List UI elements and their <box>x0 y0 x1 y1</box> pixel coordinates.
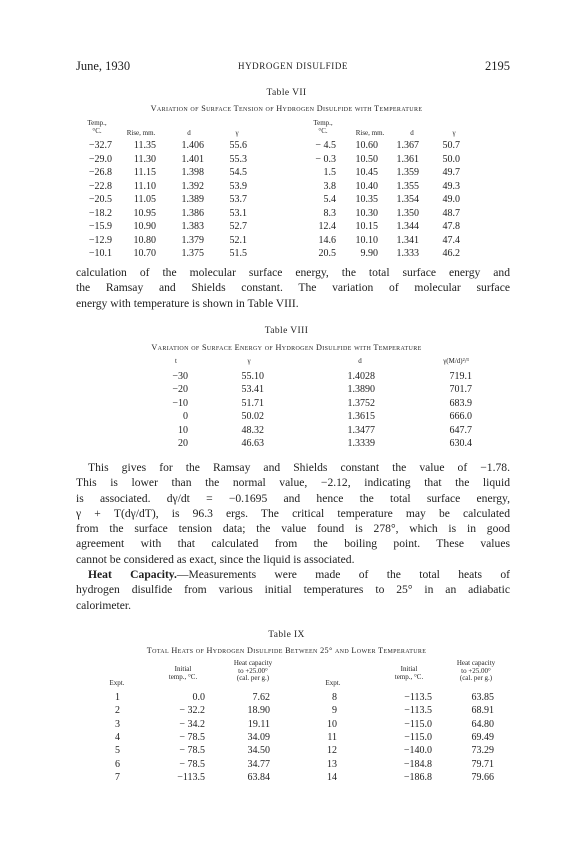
table9-cell: 34.50 <box>247 745 270 757</box>
table9-cell: 34.77 <box>247 758 270 770</box>
table7-column-header: Rise, mm. <box>126 129 156 137</box>
table9-cell: 10 <box>327 718 337 730</box>
table7-cell: 10.70 <box>133 248 156 259</box>
table9-cell: −115.0 <box>404 718 432 730</box>
table8-cell: 51.71 <box>241 397 264 409</box>
table8-cell: 46.63 <box>241 438 264 449</box>
table7-cell: 52.7 <box>229 221 247 232</box>
table8-cell: 719.1 <box>449 371 472 382</box>
paragraph-3-text: —Measurements were made of the total heats of <box>176 568 511 581</box>
table7-cell: 1.333 <box>396 248 419 259</box>
table7-cell: 49.3 <box>442 180 460 192</box>
table9-cell: 1 <box>115 692 120 703</box>
table8-cell: 20 <box>178 438 188 449</box>
table7-cell: 46.2 <box>442 248 460 259</box>
paragraph-2-line: agreement with that calculated from the boiling point. These values <box>76 537 510 551</box>
table9-cell: 12 <box>327 745 337 757</box>
table7-cell: 11.30 <box>133 153 156 165</box>
table8-cell: 1.3890 <box>347 384 375 396</box>
table7-column-header: Rise, mm. <box>355 129 385 137</box>
table9-cell: 4 <box>115 731 120 743</box>
table9-cell: 79.71 <box>471 758 494 770</box>
table7-cell: −12.9 <box>88 234 112 246</box>
table8-cell: 630.4 <box>449 438 472 449</box>
table8-cell: −10 <box>172 397 188 409</box>
table9-cell: −113.5 <box>404 705 432 717</box>
table7-cell: 11.10 <box>133 180 156 192</box>
table8-cell: 683.9 <box>449 397 472 409</box>
table7-column-header: γ <box>235 129 239 137</box>
table7 <box>0 118 573 268</box>
table9-cell: −140.0 <box>403 745 432 757</box>
table9 <box>0 660 573 810</box>
table7-cell: 1.392 <box>181 180 204 192</box>
table7-cell: 5.4 <box>323 194 336 205</box>
table7-cell: −18.2 <box>88 207 112 219</box>
table9-cell: 13 <box>327 758 337 770</box>
table9-cell: − 34.2 <box>179 718 205 730</box>
running-head <box>76 59 510 75</box>
table9-cell: 7.62 <box>252 692 270 703</box>
table8-column-header: γ(M/d)²/³ <box>443 357 469 365</box>
table9-cell: 63.85 <box>471 692 494 703</box>
table7-cell: −32.7 <box>88 140 112 151</box>
table7-cell: 50.0 <box>442 153 460 165</box>
table8-cell: 48.32 <box>241 424 264 436</box>
table9-cell: 9 <box>332 705 337 717</box>
table7-cell: 1.401 <box>181 153 204 165</box>
table8-cell: 647.7 <box>449 424 472 436</box>
table9-cell: − 78.5 <box>179 731 205 743</box>
table9-cell: 7 <box>115 771 120 783</box>
paragraph-2-line: This gives for the Ramsay and Shields constant the value of −1.78. <box>88 461 510 474</box>
running-head-date: June, 1930 <box>76 59 131 73</box>
table9-cell: 2 <box>115 705 120 717</box>
paragraph-3-line: hydrogen disulfide from various initial temperatures to 25° in an adiabatic <box>76 583 510 597</box>
table7-cell: 1.389 <box>181 194 204 205</box>
paragraph-3 <box>76 567 510 613</box>
table9-cell: −186.8 <box>403 771 432 783</box>
table9-cell: 0.0 <box>192 692 205 703</box>
table8 <box>0 356 573 456</box>
table7-cell: 53.1 <box>229 207 247 219</box>
table9-column-header: Expt. <box>325 679 341 687</box>
table7-cell: 14.6 <box>318 234 336 246</box>
table7-cell: 1.383 <box>181 221 204 232</box>
table7-cell: 1.350 <box>396 207 419 219</box>
table9-cell: − 78.5 <box>179 758 205 770</box>
table7-cell: 11.35 <box>133 140 156 151</box>
table7-cell: 1.359 <box>396 167 419 178</box>
table8-cell: 1.3477 <box>347 424 375 436</box>
table7-cell: 1.406 <box>181 140 204 151</box>
table9-cell: − 78.5 <box>179 745 205 757</box>
table7-cell: 49.0 <box>442 194 460 205</box>
table7-cell: 11.05 <box>133 194 156 205</box>
table7-cell: 1.355 <box>396 180 419 192</box>
table9-cell: 79.66 <box>471 771 494 783</box>
table8-caption: Variation of Surface Energy of Hydrogen Disulfide with Temperature <box>151 343 422 352</box>
table7-cell: 10.90 <box>133 221 156 232</box>
table7-caption: Variation of Surface Tension of Hydrogen Disulfide with Temperature <box>150 104 423 113</box>
table8-cell: 1.3752 <box>347 397 375 409</box>
paragraph-2 <box>76 460 510 567</box>
table8-cell: −30 <box>172 371 188 382</box>
table9-caption: Total Heats of Hydrogen Disulfide Between 25° and Lower Temperature <box>146 646 427 655</box>
table7-cell: 54.5 <box>229 167 247 178</box>
table8-cell: 50.02 <box>241 411 264 423</box>
table8-cell: 1.3339 <box>347 438 375 449</box>
table7-cell: 10.45 <box>355 167 378 178</box>
table7-cell: 47.4 <box>442 234 460 246</box>
table9-cell: 64.80 <box>471 718 494 730</box>
table9-cell: 34.09 <box>247 731 270 743</box>
table7-cell: 51.5 <box>229 248 247 259</box>
table8-cell: 1.4028 <box>347 371 375 382</box>
table7-cell: 1.375 <box>181 248 204 259</box>
table9-cell: 69.49 <box>471 731 494 743</box>
table7-cell: 10.95 <box>133 207 156 219</box>
table8-cell: 55.10 <box>241 371 264 382</box>
table8-column-header: d <box>358 357 362 365</box>
table9-cell: 8 <box>332 692 337 703</box>
table8-column-header: γ <box>247 357 251 365</box>
table8-cell: 0 <box>183 411 188 423</box>
table9-cell: 18.90 <box>247 705 270 717</box>
table7-cell: 50.7 <box>442 140 460 151</box>
paragraph-1-line: the Ramsay and Shields constant. The variation of molecular surface <box>76 281 510 295</box>
paragraph-2-line: is associated. dγ/dt = −0.1695 and hence the total surface energy, <box>76 491 510 505</box>
table9-cell: −113.5 <box>177 771 205 783</box>
table7-cell: 1.5 <box>323 167 336 178</box>
table8-column-header: t <box>175 357 177 365</box>
page-number: 2195 <box>485 59 510 73</box>
table7-cell: 8.3 <box>323 207 336 219</box>
paragraph-2-line: γ + T(dγ/dT), is 96.3 ergs. The critical temperature may be calculated <box>76 506 510 520</box>
table9-title: Table IX <box>268 630 305 640</box>
table7-column-header: Temp., °C. <box>313 119 333 135</box>
table9-column-header: Expt. <box>109 679 125 687</box>
table7-cell: 1.379 <box>181 234 204 246</box>
table8-cell: 701.7 <box>449 384 472 396</box>
table7-cell: 10.10 <box>355 234 378 246</box>
table7-cell: 10.15 <box>355 221 378 232</box>
table8-cell: 53.41 <box>241 384 264 396</box>
table9-column-header: Initial temp., °C. <box>168 665 198 681</box>
table7-cell: −10.1 <box>88 248 112 259</box>
table9-cell: 5 <box>115 745 120 757</box>
table7-cell: 48.7 <box>442 207 460 219</box>
table7-cell: 1.367 <box>396 140 419 151</box>
paragraph-2-line: This is lower than the normal value, −2.12, indicating that the liquid <box>76 476 510 490</box>
table7-cell: 11.15 <box>133 167 156 178</box>
table8-title: Table VIII <box>264 326 309 336</box>
paragraph-2-line: from the surface tension data; the value found is 278°, which is in good <box>76 522 510 536</box>
table7-cell: −29.0 <box>88 153 112 165</box>
table7-cell: − 0.3 <box>315 153 336 165</box>
table7-column-header: d <box>410 129 414 137</box>
table7-cell: −15.9 <box>88 221 112 232</box>
table7-cell: −20.5 <box>88 194 112 205</box>
paragraph-3-line: calorimeter. <box>76 598 132 612</box>
table9-cell: 19.11 <box>247 718 270 730</box>
table7-cell: 12.4 <box>318 221 336 232</box>
table9-column-header: Initial temp., °C. <box>394 665 424 681</box>
table9-cell: 73.29 <box>471 745 494 757</box>
table7-cell: 47.8 <box>442 221 460 232</box>
table9-cell: −184.8 <box>403 758 432 770</box>
table7-cell: 10.40 <box>355 180 378 192</box>
table9-cell: − 32.2 <box>179 705 205 717</box>
table9-cell: 63.84 <box>247 771 270 783</box>
table8-cell: 666.0 <box>449 411 472 423</box>
table7-cell: 3.8 <box>323 180 336 192</box>
table7-cell: 1.341 <box>396 234 419 246</box>
table7-cell: 53.9 <box>229 180 247 192</box>
paragraph-2-line: cannot be considered as exact, since the liquid is associated. <box>76 552 355 566</box>
table9-column-header: Heat capacity to +25.00° (cal. per g.) <box>456 659 496 682</box>
table9-cell: −115.0 <box>404 731 432 743</box>
table7-cell: 55.6 <box>229 140 247 151</box>
table7-cell: 1.344 <box>396 221 419 232</box>
table9-column-header: Heat capacity to +25.00° (cal. per g.) <box>233 659 273 682</box>
table8-cell: −20 <box>172 384 188 396</box>
table9-cell: −113.5 <box>404 692 432 703</box>
table7-cell: 9.90 <box>360 248 378 259</box>
table7-cell: 53.7 <box>229 194 247 205</box>
running-head-title: HYDROGEN DISULFIDE <box>237 61 349 71</box>
table8-cell: 1.3615 <box>347 411 375 423</box>
table7-cell: 10.30 <box>355 207 378 219</box>
table9-cell: 6 <box>115 758 120 770</box>
paragraph-1-line: energy with temperature is shown in Table VIII. <box>76 296 299 310</box>
table8-cell: 10 <box>178 424 188 436</box>
table7-cell: 20.5 <box>318 248 336 259</box>
paragraph-3-line <box>76 567 510 582</box>
table7-column-header: d <box>187 129 191 137</box>
table7-cell: 10.60 <box>355 140 378 151</box>
table7-cell: 1.354 <box>396 194 419 205</box>
table7-cell: 1.398 <box>181 167 204 178</box>
table7-title: Table VII <box>266 88 307 98</box>
table7-cell: 52.1 <box>229 234 247 246</box>
table7-cell: 10.50 <box>355 153 378 165</box>
table7-cell: −22.8 <box>88 180 112 192</box>
table7-column-header: γ <box>452 129 456 137</box>
table7-column-header: Temp., °C. <box>87 119 107 135</box>
table7-cell: 10.80 <box>133 234 156 246</box>
paragraph-1 <box>76 265 510 311</box>
table7-cell: 10.35 <box>355 194 378 205</box>
heat-capacity-heading: Heat Capacity. <box>88 568 177 581</box>
table7-cell: − 4.5 <box>315 140 336 151</box>
table7-cell: 49.7 <box>442 167 460 178</box>
table9-cell: 3 <box>115 718 120 730</box>
paragraph-1-line: calculation of the molecular surface energy, the total surface energy and <box>76 266 510 279</box>
table7-cell: 55.3 <box>229 153 247 165</box>
table7-cell: −26.8 <box>88 167 112 178</box>
table9-cell: 68.91 <box>471 705 494 717</box>
table7-cell: 1.361 <box>396 153 419 165</box>
table9-cell: 11 <box>327 731 337 743</box>
table9-cell: 14 <box>327 771 337 783</box>
table7-cell: 1.386 <box>181 207 204 219</box>
